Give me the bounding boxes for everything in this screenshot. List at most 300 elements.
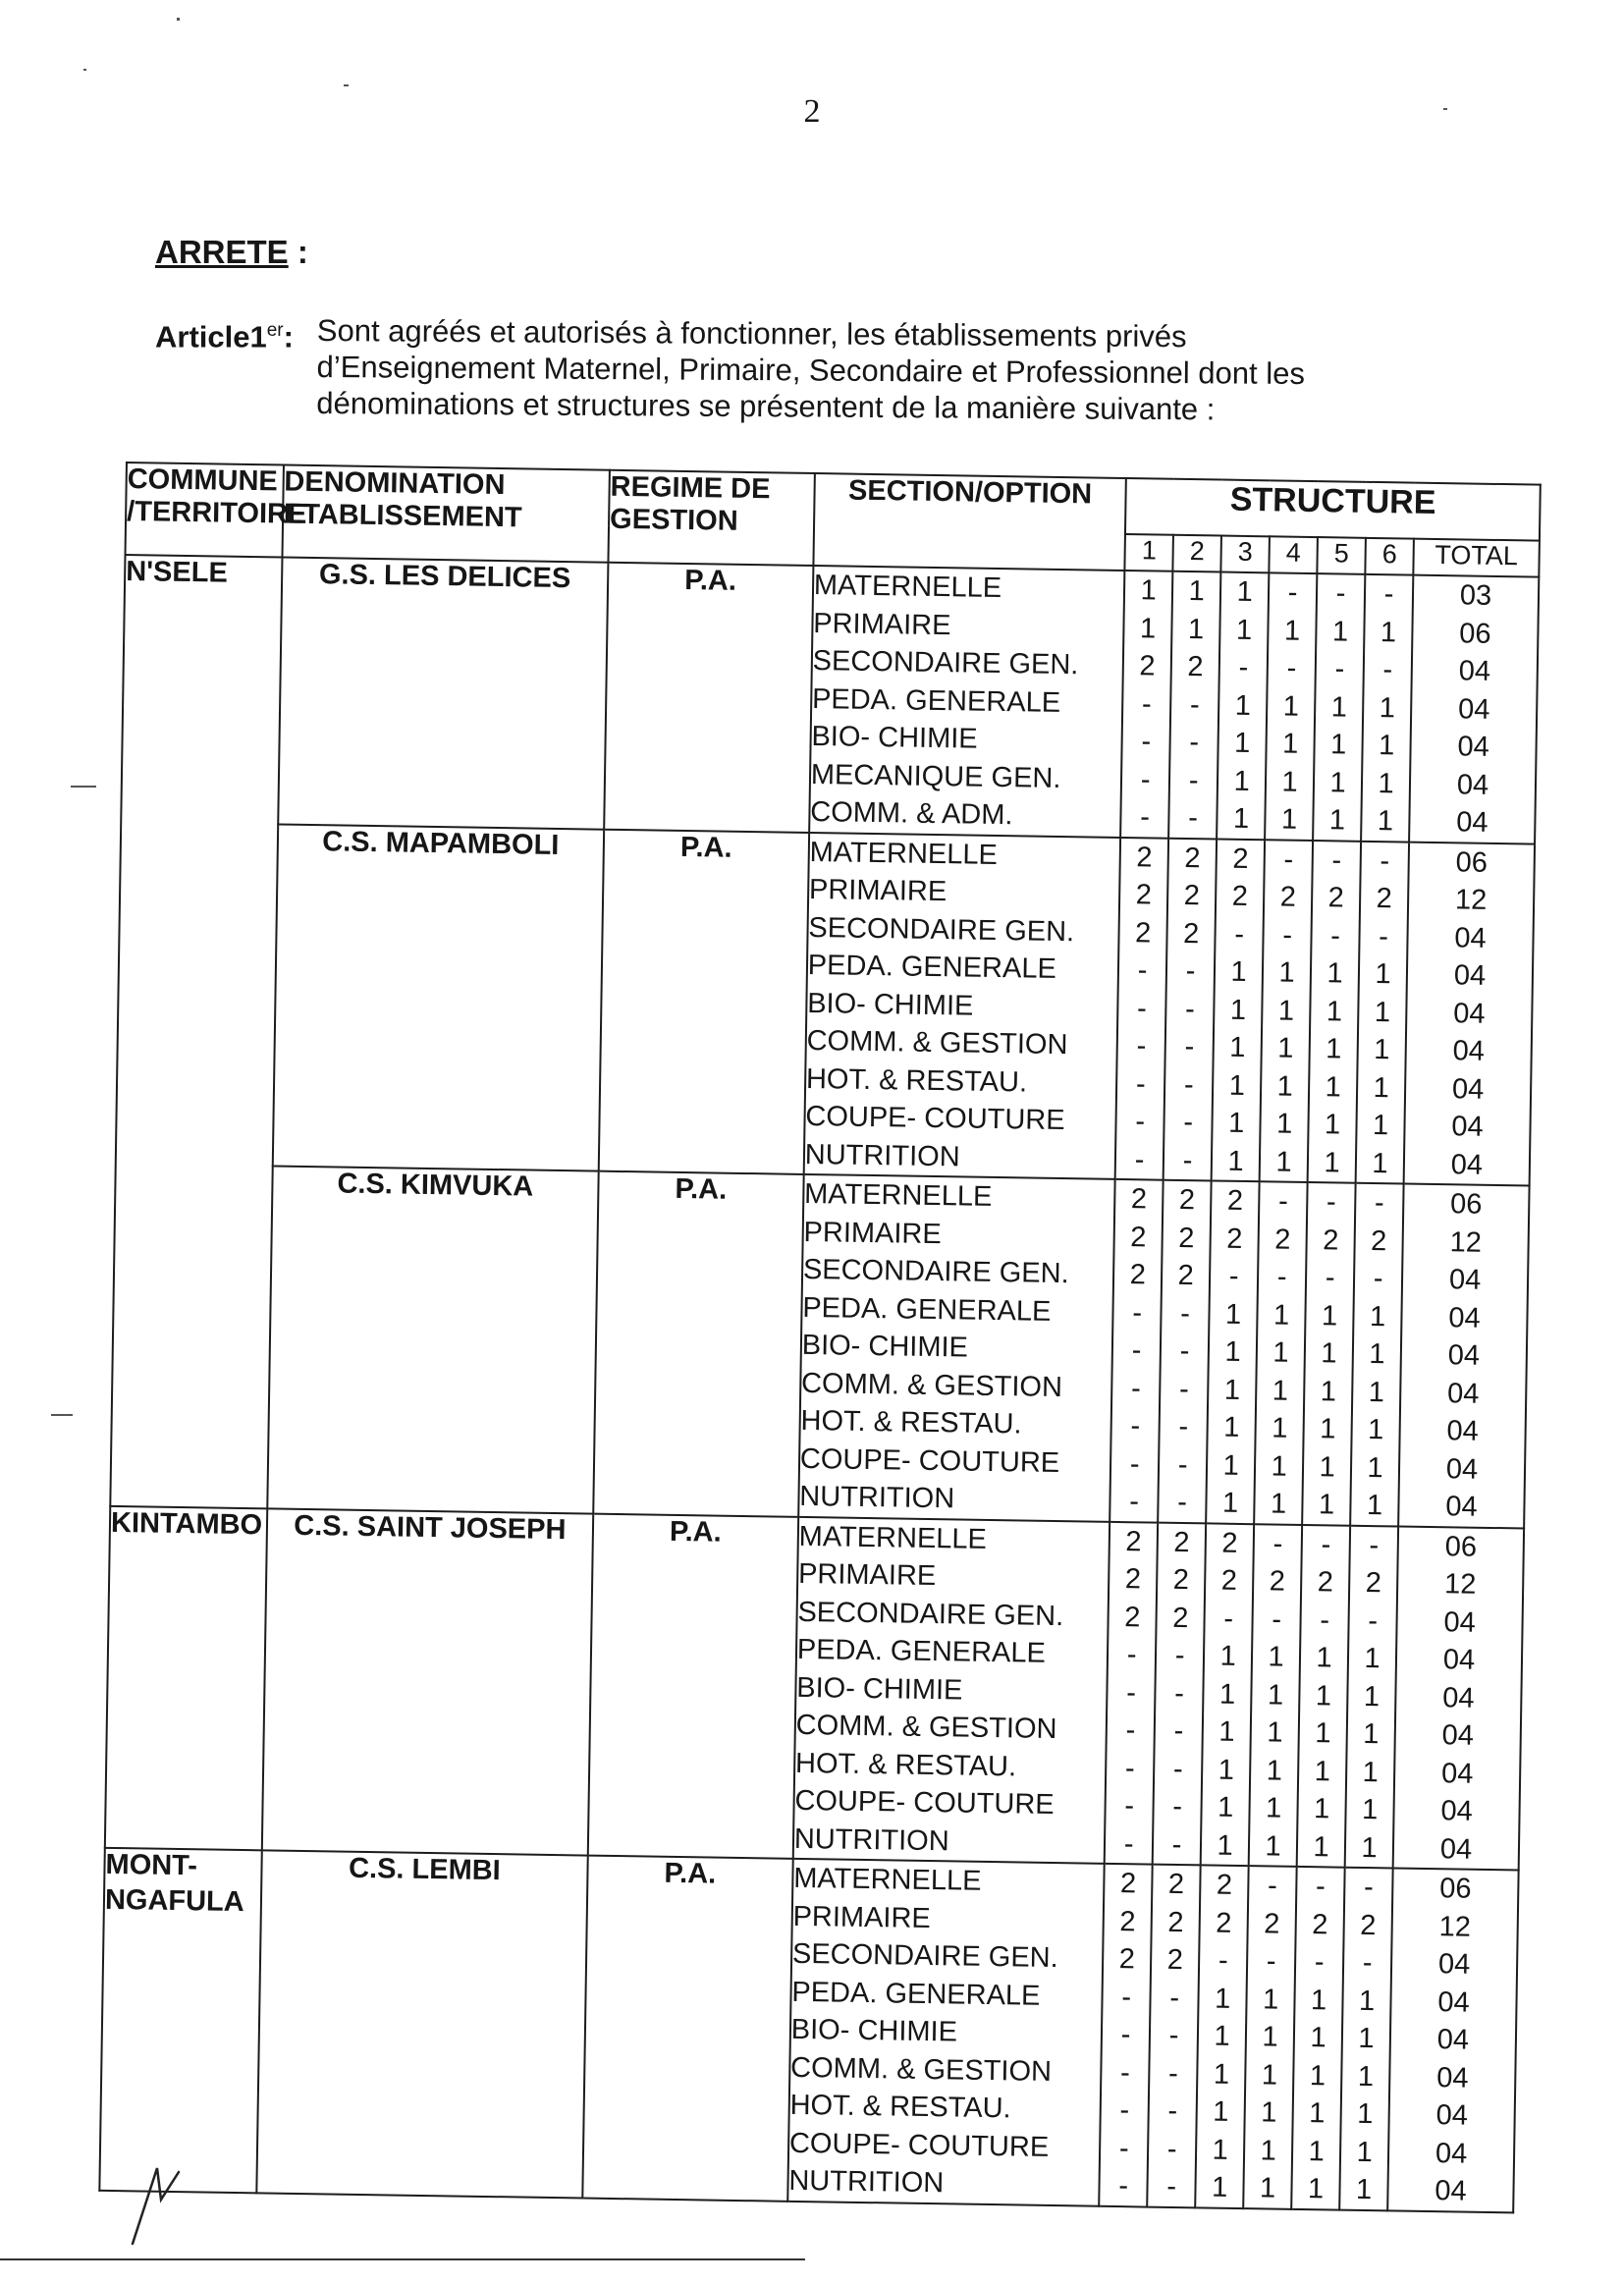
header-col-1: 1 <box>1125 534 1174 571</box>
options-cell <box>798 1174 1115 1521</box>
structure-value: - <box>1126 1639 1137 1671</box>
school-name: C.S. LEMBI <box>256 1850 588 2198</box>
option-item: NUTRITION <box>799 1480 955 1515</box>
structure-value: 1 <box>1139 612 1157 644</box>
scan-speck <box>344 84 349 86</box>
structure-c4-cell <box>1265 572 1317 840</box>
structure-value: 2 <box>1226 1184 1244 1217</box>
total-value: 04 <box>1435 2137 1468 2170</box>
structure-value: 1 <box>1276 1070 1294 1103</box>
total-value: 06 <box>1444 1530 1478 1563</box>
option-item: MATERNELLE <box>798 1520 988 1555</box>
structure-c2-cell <box>1164 838 1217 1180</box>
structure-value: 1 <box>1378 730 1395 762</box>
structure-value: 1 <box>1324 1109 1341 1141</box>
structure-value: 2 <box>1279 881 1297 913</box>
structure-value: 2 <box>1322 1224 1339 1257</box>
structure-c6-cell <box>1350 1183 1403 1526</box>
structure-value: - <box>1218 1944 1228 1977</box>
structure-value: 1 <box>1214 2020 1230 2052</box>
structure-value: - <box>1369 1529 1380 1561</box>
structure-value: - <box>1382 654 1393 686</box>
structure-c2-cell <box>1153 1522 1206 1865</box>
structure-c1-cell <box>1120 571 1172 838</box>
header-col-total: TOTAL <box>1413 538 1539 576</box>
structure-value: 1 <box>1266 1754 1283 1787</box>
structure-value: - <box>1173 1714 1184 1748</box>
structure-value: 1 <box>1357 2060 1375 2093</box>
structure-value: 1 <box>1308 2135 1326 2167</box>
structure-c5-cell <box>1297 1524 1350 1867</box>
structure-value: - <box>1141 687 1153 720</box>
structure-value: 1 <box>1277 995 1295 1027</box>
structure-value: - <box>1167 2057 1179 2090</box>
structure-value: 2 <box>1274 1223 1291 1256</box>
total-value: 04 <box>1458 655 1491 687</box>
total-cell <box>1404 842 1535 1185</box>
structure-value: - <box>1134 1143 1145 1175</box>
structure-value: 2 <box>1360 1909 1377 1941</box>
structure-value: 2 <box>1376 883 1393 915</box>
structure-value: - <box>1124 1790 1135 1822</box>
structure-value: 2 <box>1124 1563 1142 1596</box>
structure-value: 1 <box>1222 1449 1240 1482</box>
school-row <box>110 1164 1529 1528</box>
structure-value: 1 <box>1377 805 1394 838</box>
structure-value: - <box>1189 727 1200 759</box>
structure-c1-cell <box>1105 1521 1158 1864</box>
structure-value: 1 <box>1361 1793 1379 1826</box>
structure-value: - <box>1331 843 1342 876</box>
structure-c5-cell <box>1313 573 1365 841</box>
option-item: PEDA. GENERALE <box>807 949 1057 985</box>
structure-c3-cell <box>1206 1180 1259 1523</box>
structure-value: - <box>1223 1603 1234 1635</box>
structure-value: - <box>1334 653 1345 685</box>
structure-value: - <box>1283 843 1294 876</box>
total-value: 12 <box>1438 1910 1472 1943</box>
structure-value: 1 <box>1275 1145 1292 1178</box>
structure-value: 2 <box>1123 1601 1141 1633</box>
structure-value: 1 <box>1218 1678 1236 1711</box>
regime-value: P.A. <box>588 1513 798 1859</box>
school-row <box>105 1505 1524 1870</box>
structure-value: 2 <box>1135 879 1153 911</box>
structure-value: 2 <box>1370 1224 1387 1257</box>
structure-value: 1 <box>1321 1299 1338 1332</box>
structure-value: 1 <box>1375 958 1391 991</box>
structure-value: 2 <box>1134 916 1152 949</box>
structure-value: 1 <box>1310 1984 1327 2016</box>
structure-value: 2 <box>1269 1565 1286 1598</box>
structure-value: - <box>1286 652 1297 684</box>
structure-value: 1 <box>1271 1412 1288 1444</box>
structure-value: 1 <box>1379 691 1396 724</box>
structure-value: 1 <box>1283 615 1301 647</box>
header-denom-line1: DENOMINATION <box>284 465 506 502</box>
commune-cell <box>99 1848 261 2193</box>
structure-value: 1 <box>1281 766 1298 798</box>
structure-value: 1 <box>1358 1985 1376 2017</box>
total-value: 12 <box>1443 1568 1477 1601</box>
option-item: PRIMAIRE <box>808 873 947 908</box>
structure-value: 1 <box>1267 1716 1283 1749</box>
structure-value: 1 <box>1219 1640 1236 1672</box>
structure-value: - <box>1123 1827 1134 1860</box>
total-cell <box>1387 1868 1518 2211</box>
option-item: SECONDAIRE GEN. <box>797 1596 1064 1632</box>
structure-value: - <box>1321 1528 1331 1560</box>
structure-value: - <box>1141 726 1152 758</box>
structure-value: 2 <box>1221 1527 1238 1559</box>
header-col-5: 5 <box>1317 537 1366 574</box>
option-item: HOT. & RESTAU. <box>789 2089 1011 2125</box>
total-value: 04 <box>1446 1377 1480 1410</box>
total-value: 04 <box>1453 959 1487 992</box>
total-value: 04 <box>1435 2061 1469 2094</box>
header-col-2: 2 <box>1173 535 1222 572</box>
arrete-suffix: : <box>288 234 308 270</box>
structure-value: - <box>1167 2094 1178 2128</box>
structure-value: 1 <box>1275 1108 1293 1140</box>
schools-table-container <box>98 462 1541 2211</box>
structure-value: 2 <box>1178 1183 1196 1217</box>
structure-value: - <box>1314 1946 1325 1979</box>
structure-value: 2 <box>1119 1868 1137 1900</box>
total-value: 12 <box>1449 1225 1483 1259</box>
structure-value: 2 <box>1139 650 1156 682</box>
option-item: COUPE- COUTURE <box>805 1100 1065 1137</box>
commune-cell <box>105 1505 267 1850</box>
table-body <box>99 555 1539 2212</box>
structure-value: - <box>1380 844 1390 877</box>
structure-value: - <box>1140 763 1151 795</box>
total-value: 04 <box>1440 1757 1474 1790</box>
total-cell <box>1409 575 1539 843</box>
structure-value: - <box>1118 2170 1129 2202</box>
structure-value: 2 <box>1264 1907 1280 1940</box>
structure-value: - <box>1373 1263 1383 1295</box>
structure-c5-cell <box>1291 1867 1344 2209</box>
structure-value: - <box>1171 1828 1182 1861</box>
structure-value: 1 <box>1367 1413 1384 1446</box>
structure-value: 1 <box>1232 802 1250 836</box>
structure-value: 1 <box>1188 575 1206 608</box>
structure-value: 1 <box>1223 1374 1241 1406</box>
structure-value: 1 <box>1356 2136 1374 2168</box>
structure-value: 1 <box>1331 615 1349 648</box>
structure-value: - <box>1166 2170 1177 2203</box>
structure-value: 1 <box>1265 1829 1281 1863</box>
structure-value: - <box>1137 954 1148 987</box>
structure-value: 2 <box>1365 1566 1382 1600</box>
structure-value: - <box>1179 1334 1190 1368</box>
structure-value: 1 <box>1211 2171 1228 2203</box>
structure-value: 1 <box>1326 995 1343 1028</box>
structure-value: 2 <box>1317 1566 1334 1599</box>
total-value: 04 <box>1441 1719 1475 1752</box>
total-value: 04 <box>1437 1948 1471 1981</box>
article-body <box>316 312 1461 429</box>
structure-value: 1 <box>1224 1335 1241 1368</box>
structure-value: - <box>1180 1297 1191 1330</box>
structure-value: 1 <box>1218 1715 1235 1748</box>
header-regime-line1: REGIME DE <box>610 470 771 506</box>
structure-value: 1 <box>1374 1034 1390 1066</box>
structure-value: 2 <box>1171 1602 1189 1634</box>
structure-value: - <box>1126 1676 1137 1709</box>
structure-value: 1 <box>1262 1983 1279 2016</box>
structure-value: - <box>1131 1334 1142 1367</box>
structure-value: - <box>1315 1871 1326 1903</box>
structure-value: - <box>1276 1261 1287 1293</box>
structure-value: 2 <box>1177 1259 1195 1292</box>
structure-c2-cell <box>1168 571 1220 839</box>
total-value: 04 <box>1451 1111 1484 1143</box>
structure-c3-cell <box>1201 1523 1254 1866</box>
structure-value: - <box>1140 801 1151 834</box>
option-item: COUPE- COUTURE <box>799 1442 1060 1479</box>
structure-value: - <box>1187 802 1199 835</box>
structure-value: - <box>1178 1373 1190 1405</box>
total-value: 06 <box>1459 617 1491 650</box>
total-value: 04 <box>1448 1264 1482 1296</box>
structure-value: 2 <box>1129 1259 1147 1291</box>
commune-name: N'SELE <box>125 556 229 589</box>
total-value: 03 <box>1459 579 1492 612</box>
structure-value: 1 <box>1272 1298 1290 1332</box>
article-label-text: Article1 <box>155 319 267 354</box>
structure-value: 1 <box>1230 955 1247 988</box>
structure-value: 2 <box>1231 880 1249 913</box>
structure-value: - <box>1130 1410 1141 1442</box>
structure-value: 1 <box>1214 1983 1231 2015</box>
structure-value: 1 <box>1363 1680 1380 1713</box>
structure-value: - <box>1120 2019 1131 2051</box>
structure-value: 1 <box>1361 1831 1378 1864</box>
structure-value: 1 <box>1213 2095 1229 2128</box>
school-name: G.S. LES DELICES <box>278 558 609 830</box>
regime-value: P.A. <box>593 1171 803 1517</box>
option-item: COMM. & GESTION <box>800 1367 1063 1403</box>
structure-value: - <box>1177 1486 1188 1519</box>
option-item: PEDA. GENERALE <box>796 1633 1047 1669</box>
option-item: COUPE- COUTURE <box>794 1784 1055 1822</box>
structure-value: 1 <box>1318 1489 1335 1521</box>
structure-value: 2 <box>1167 1868 1185 1901</box>
structure-value: 1 <box>1268 1641 1284 1673</box>
structure-value: 1 <box>1326 957 1343 990</box>
option-item: NUTRITION <box>804 1138 960 1172</box>
header-commune-line1: COMMUNE <box>127 463 278 498</box>
option-item: PEDA. GENERALE <box>791 1976 1041 2012</box>
options-cell <box>787 1859 1105 2205</box>
option-item: MATERNELLE <box>803 1177 993 1213</box>
structure-value: 1 <box>1222 1411 1240 1443</box>
total-value: 04 <box>1452 997 1486 1030</box>
total-value: 04 <box>1442 1644 1476 1676</box>
structure-value: 1 <box>1325 1070 1342 1104</box>
structure-value: 1 <box>1319 1450 1335 1483</box>
structure-value: - <box>1325 1262 1335 1294</box>
structure-value: - <box>1184 1031 1195 1063</box>
commune-name: NGAFULA <box>104 1883 244 1919</box>
structure-value: 1 <box>1217 1829 1233 1862</box>
scan-speck <box>83 69 86 71</box>
structure-value: 1 <box>1369 1300 1386 1332</box>
structure-c4-cell <box>1254 1181 1307 1524</box>
structure-c1-cell <box>1115 837 1168 1179</box>
header-col-6: 6 <box>1365 538 1414 575</box>
article-label-sup: er <box>266 320 284 341</box>
structure-value: 1 <box>1373 1071 1390 1104</box>
total-value: 04 <box>1451 1072 1485 1106</box>
option-item: MATERNELLE <box>792 1862 982 1897</box>
structure-value: - <box>1172 1790 1183 1823</box>
structure-value: 1 <box>1314 1755 1331 1787</box>
total-value: 04 <box>1450 1148 1484 1181</box>
regime-value: P.A. <box>604 563 813 833</box>
structure-value: - <box>1335 577 1346 610</box>
structure-value: 1 <box>1366 1489 1383 1522</box>
structure-value: 2 <box>1125 1525 1142 1557</box>
structure-value: 1 <box>1372 1110 1389 1142</box>
total-value: 12 <box>1454 884 1488 916</box>
structure-value: 2 <box>1183 879 1201 912</box>
regime-value: P.A. <box>599 829 809 1174</box>
structure-value: - <box>1173 1677 1185 1710</box>
scan-speck <box>51 1414 73 1416</box>
structure-c6-cell <box>1345 1525 1398 1868</box>
structure-value: - <box>1172 1753 1183 1785</box>
structure-value: 1 <box>1368 1376 1385 1408</box>
structure-value: 2 <box>1118 1943 1136 1976</box>
structure-value: 2 <box>1226 1223 1243 1255</box>
structure-value: - <box>1188 764 1199 796</box>
header-denom-line2: ETABLISSEMENT <box>283 498 522 534</box>
structure-value: - <box>1136 992 1148 1024</box>
school-row <box>99 1848 1518 2212</box>
structure-value: 1 <box>1374 996 1391 1028</box>
total-value: 04 <box>1445 1452 1479 1486</box>
option-item: PRIMAIRE <box>803 1216 942 1250</box>
structure-value: 1 <box>1277 1032 1294 1064</box>
structure-value: 2 <box>1130 1183 1148 1216</box>
structure-value: 1 <box>1270 1488 1287 1520</box>
article-label-colon: : <box>283 319 294 354</box>
structure-value: - <box>1178 1410 1189 1443</box>
structure-value: - <box>1277 1185 1289 1218</box>
option-item: PRIMAIRE <box>813 607 951 641</box>
structure-value: 1 <box>1217 1791 1234 1823</box>
option-item: HOT. & RESTAU. <box>800 1404 1022 1441</box>
option-item: BIO- CHIMIE <box>811 721 978 755</box>
structure-value: 1 <box>1328 804 1346 837</box>
school-name: C.S. SAINT JOSEPH <box>262 1508 594 1856</box>
structure-value: - <box>1166 2133 1177 2165</box>
structure-value: 1 <box>1309 2097 1326 2130</box>
structure-value: 2 <box>1167 1906 1184 1938</box>
structure-value: - <box>1124 1752 1135 1784</box>
total-value: 04 <box>1454 921 1487 954</box>
structure-c3-cell <box>1195 1865 1248 2207</box>
structure-value: 1 <box>1262 2021 1278 2053</box>
structure-value: 2 <box>1136 841 1153 873</box>
structure-c4-cell <box>1260 840 1313 1182</box>
structure-value: 1 <box>1227 1145 1244 1177</box>
structure-value: 1 <box>1367 1451 1383 1484</box>
structure-value: - <box>1267 1870 1278 1902</box>
structure-value: 1 <box>1326 1033 1342 1065</box>
total-value: 04 <box>1443 1605 1477 1639</box>
structure-c6-cell <box>1339 1868 1392 2210</box>
structure-value: 1 <box>1315 1679 1332 1712</box>
structure-value: - <box>1383 578 1394 611</box>
structure-value: - <box>1118 2132 1129 2164</box>
structure-value: 2 <box>1220 1564 1238 1597</box>
structure-value: - <box>1363 1871 1375 1904</box>
structure-value: 1 <box>1358 2022 1375 2055</box>
structure-value: 1 <box>1271 1449 1288 1483</box>
header-regime <box>608 470 814 566</box>
structure-c3-cell <box>1217 572 1269 840</box>
structure-value: - <box>1183 1107 1194 1139</box>
option-item: BIO- CHIMIE <box>806 987 974 1022</box>
total-value: 04 <box>1448 1301 1481 1334</box>
structure-value: 2 <box>1187 651 1204 683</box>
structure-value: 2 <box>1184 842 1201 874</box>
structure-value: 1 <box>1313 1830 1329 1863</box>
option-item: COUPE- COUTURE <box>788 2127 1050 2163</box>
signature-mark <box>128 2160 187 2249</box>
school-name: C.S. KIMVUKA <box>267 1166 599 1513</box>
structure-value: - <box>1320 1604 1330 1636</box>
structure-c5-cell <box>1308 841 1361 1183</box>
structure-value: 1 <box>1362 1756 1380 1788</box>
total-value: 04 <box>1436 2024 1470 2056</box>
structure-value: 1 <box>1363 1717 1380 1751</box>
structure-value: 2 <box>1182 917 1200 950</box>
structure-value: - <box>1238 651 1249 683</box>
header-col-4: 4 <box>1269 536 1318 573</box>
structure-c6-cell <box>1361 574 1413 842</box>
structure-value: - <box>1135 1106 1146 1138</box>
option-item: PRIMAIRE <box>797 1557 937 1593</box>
structure-value: 1 <box>1228 1069 1246 1102</box>
structure-value: 2 <box>1173 1526 1190 1558</box>
total-value: 04 <box>1446 1415 1480 1447</box>
structure-c5-cell <box>1302 1182 1355 1525</box>
total-value: 04 <box>1442 1681 1475 1714</box>
school-row <box>116 821 1535 1185</box>
structure-value: 1 <box>1229 1031 1246 1063</box>
header-commune <box>126 462 307 557</box>
option-item: NUTRITION <box>793 1822 949 1857</box>
option-item: PEDA. GENERALE <box>802 1291 1052 1328</box>
structure-value: - <box>1121 1981 1132 2013</box>
structure-value: - <box>1183 1068 1194 1101</box>
structure-value: - <box>1287 576 1298 609</box>
option-item: BIO- CHIMIE <box>790 2013 958 2048</box>
structure-value: 1 <box>1278 956 1295 989</box>
structure-value: - <box>1182 1144 1193 1176</box>
header-regime-line2: GESTION <box>609 503 738 537</box>
options-cell <box>793 1516 1110 1863</box>
commune-cell <box>110 555 282 1508</box>
structure-value: - <box>1362 1946 1373 1980</box>
total-value: 04 <box>1435 2175 1467 2207</box>
structure-value: 1 <box>1213 2058 1230 2091</box>
